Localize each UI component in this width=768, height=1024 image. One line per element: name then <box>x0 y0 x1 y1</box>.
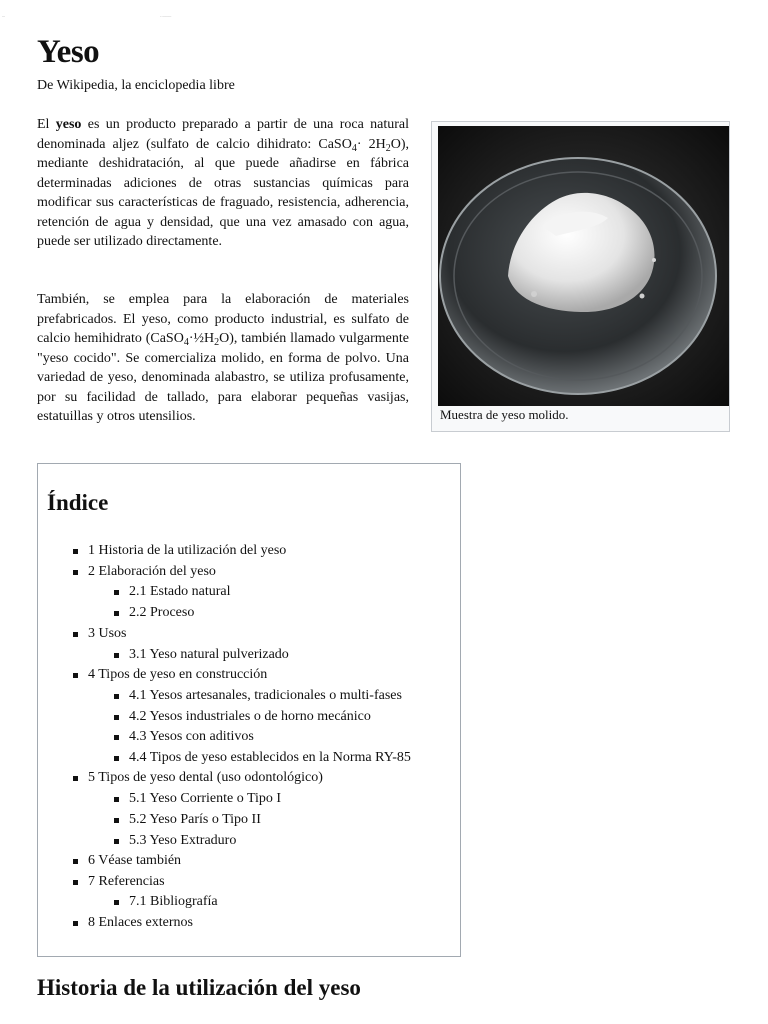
p2-subscript-2: 2 <box>214 337 220 348</box>
toc-item-2[interactable]: 2 Elaboración del yeso <box>88 562 216 582</box>
toc-title: Índice <box>47 490 109 515</box>
toc-item-5[interactable]: 5 Tipos de yeso dental (uso odontológico) <box>88 768 323 788</box>
toc-item-5-2[interactable]: 5.2 Yeso París o Tipo II <box>129 810 261 830</box>
p1-subscript-2: 2 <box>385 142 391 154</box>
toc-item-8[interactable]: 8 Enlaces externos <box>88 913 193 933</box>
top-strip-center-text: – ——— <box>160 14 172 18</box>
table-of-contents <box>37 463 461 957</box>
toc-item-5-1[interactable]: 5.1 Yeso Corriente o Tipo I <box>129 789 281 809</box>
p1-text-2: es un producto preparado a partir de una roca natural denominada aljez (sulfato de calcio dihidrato: CaSO <box>37 117 409 152</box>
p1-text-1: El <box>37 117 56 132</box>
p2-text-1: También, se emplea para la elaboración de materiales prefabricados. El yeso, como producto industrial, es sulfato de calcio hemihidrato (CaSO <box>37 292 409 346</box>
toc-item-1[interactable]: 1 Historia de la utilización del yeso <box>88 541 286 561</box>
p2-text-3: O), también llamado vulgarmente "yeso cocido". Se comercializa molido, en forma de polvo. Una variedad de yeso, denominada alabastro, se utiliza profusamente, por su facilidad de tallado, para elaborar pequeñas vasijas, estatuillas y otros utensilios. <box>37 331 409 424</box>
p2-subscript-1: 4 <box>183 337 189 348</box>
toc-item-7[interactable]: 7 Referencias <box>88 872 165 892</box>
toc-item-2-2[interactable]: 2.2 Proceso <box>129 603 194 623</box>
intro-paragraph-2 <box>37 290 409 427</box>
p1-subscript-1: 4 <box>351 142 357 154</box>
p1-text-4: O), mediante deshidratación, al que puede añadirse en fábrica determinadas adiciones de otras sustancias químicas para modificar sus características de fraguado, resistencia, adherencia, retención de agua y densidad, que una vez amasado con agua, puede ser utilizado directamente. <box>37 136 409 249</box>
toc-item-6[interactable]: 6 Véase también <box>88 851 181 871</box>
toc-item-4-4[interactable]: 4.4 Tipos de yeso establecidos en la Norma RY-85 <box>129 748 411 768</box>
toc-item-7-1[interactable]: 7.1 Bibliografía <box>129 892 218 912</box>
page-subtitle: De Wikipedia, la enciclopedia libre <box>37 78 235 93</box>
toc-item-3-1[interactable]: 3.1 Yeso natural pulverizado <box>129 645 289 665</box>
top-strip <box>0 14 768 24</box>
image-thumbnail <box>431 121 730 432</box>
gypsum-sample-photo[interactable] <box>438 126 729 406</box>
toc-item-5-3[interactable]: 5.3 Yeso Extraduro <box>129 831 236 851</box>
toc-item-4-1[interactable]: 4.1 Yesos artesanales, tradicionales o multi-fases <box>129 686 402 706</box>
toc-item-4-3[interactable]: 4.3 Yesos con aditivos <box>129 727 254 747</box>
page-title: Yeso <box>37 34 100 70</box>
toc-item-4[interactable]: 4 Tipos de yeso en construcción <box>88 665 267 685</box>
section-heading-historia: Historia de la utilización del yeso <box>37 975 361 1000</box>
top-strip-left-text: — <box>2 14 5 18</box>
toc-item-2-1[interactable]: 2.1 Estado natural <box>129 582 230 602</box>
image-caption: Muestra de yeso molido. <box>440 407 569 422</box>
p1-bold-term: yeso <box>55 117 82 132</box>
p1-text-3: · 2H <box>356 136 386 152</box>
toc-item-3[interactable]: 3 Usos <box>88 624 127 644</box>
p2-text-2: ·½H <box>188 331 215 346</box>
toc-item-4-2[interactable]: 4.2 Yesos industriales o de horno mecánico <box>129 707 371 727</box>
intro-paragraph-1 <box>37 115 409 252</box>
